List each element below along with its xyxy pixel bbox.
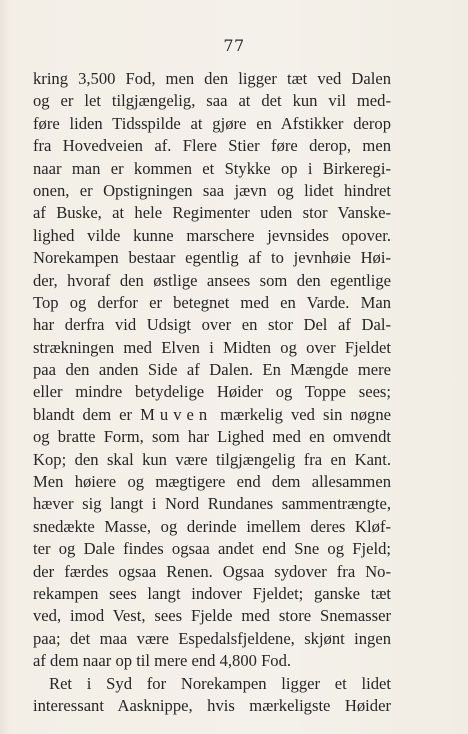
- text-line: strækningen med Elven i Midten og over Fjeldet: [33, 337, 391, 357]
- text-line: der færdes ogsaa Renen. Ogsaa sydover fra No-: [33, 561, 391, 581]
- text-line: [33, 404, 391, 426]
- text-line: føre liden Tidsspilde at gjøre en Afstikker derop: [33, 113, 391, 133]
- text-line: og er let tilgjængelig, saa at det kun vil med-: [33, 91, 391, 111]
- text-line: der, hvoraf den østlige ansees som den egentlige: [33, 270, 391, 290]
- text-line: Men høiere og mægtigere end dem allesammen: [33, 472, 391, 492]
- text-line: onen, er Opstigningen saa jævn og lidet hindret: [33, 180, 391, 200]
- text-line: har derfra vid Udsigt over en stor Del af Dal-: [33, 315, 391, 335]
- text-fragment: blandt dem er: [33, 404, 141, 424]
- text-line: af dem naar op til mere end 4,800 Fod.: [33, 651, 292, 671]
- text-line: Ret i Syd for Norekampen ligger et lidet: [49, 673, 391, 693]
- text-line: rekampen sees langt indover Fjeldet; ganske tæt: [33, 583, 391, 603]
- text-line: hæver sig langt i Nord Rundanes sammentrængte,: [33, 494, 391, 514]
- text-line: lighed vilde kunne marschere jevnsides opover.: [33, 225, 391, 245]
- text-line: fra Hovedveien af. Flere Stier føre derop, men: [33, 136, 391, 156]
- text-line: Kop; den skal kun være tilgjængelig fra en Kant.: [33, 449, 391, 469]
- text-line: eller mindre betydelige Høider og Toppe sees;: [33, 382, 391, 402]
- text-line: Top og derfor er betegnet med en Varde. Man: [33, 292, 391, 312]
- text-line: paa; det maa være Espedalsfjeldene, skjønt ingen: [33, 628, 391, 648]
- text-line: interessant Aasknippe, hvis mærkeligste Høider: [33, 695, 391, 715]
- text-line: Norekampen bestaar egentlig af to jevnhøie Høi-: [33, 248, 391, 268]
- text-line: paa den anden Side af Dalen. En Mængde mere: [33, 360, 391, 380]
- body-text: [33, 68, 391, 717]
- text-line: kring 3,500 Fod, men den ligger tæt ved Dalen: [33, 69, 391, 88]
- text-line: og bratte Form, som har Lighed med en omvendt: [33, 427, 391, 447]
- spaced-word: Muven: [140, 404, 213, 424]
- text-line: ved, imod Vest, sees Fjelde med store Snemasser: [33, 606, 391, 626]
- text-line: snedækte Masse, og derinde imellem deres Kløf-: [33, 516, 391, 536]
- text-fragment: mærkelig ved sin nøgne: [212, 404, 391, 424]
- text-line: naar man er kommen et Stykke op i Birkeregi-: [33, 158, 391, 178]
- text-line: af Buske, at hele Regimenter uden stor Vanske-: [33, 203, 391, 223]
- page-number: 77: [223, 36, 245, 55]
- text-line: ter og Dale findes ogsaa andet end Sne og Fjeld;: [33, 539, 391, 559]
